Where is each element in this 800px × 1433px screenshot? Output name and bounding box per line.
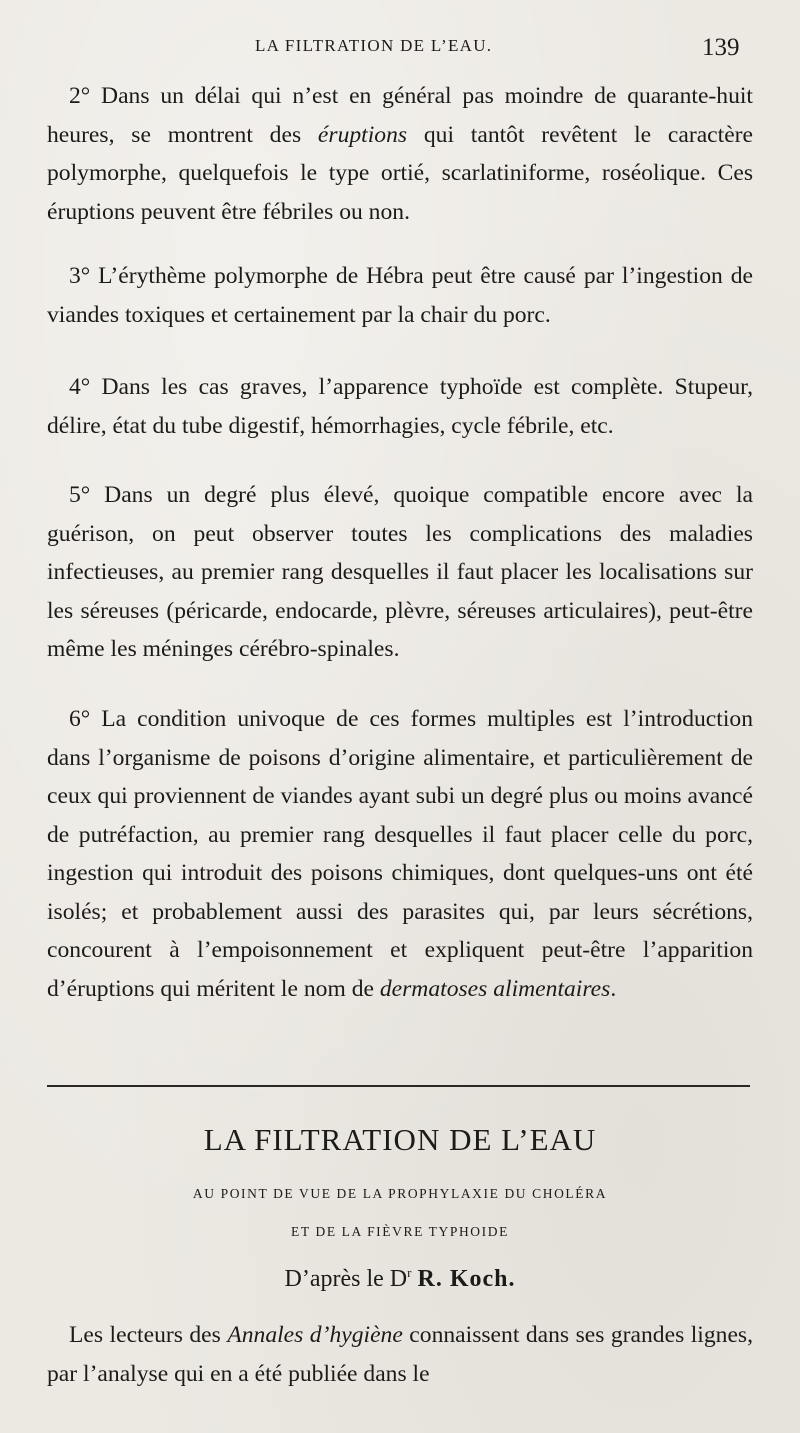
article-intro-paragraph xyxy=(47,1316,753,1393)
emphasis-text: dermatoses alimentaires xyxy=(379,975,611,1002)
paragraph-text: 2° Dans un délai qui n’est en général pas moindre de quarante-huit heures, se montrent des xyxy=(47,83,753,148)
paragraph-text: 3° L’érythème polymorphe de Hébra peut être causé par l’ingestion de viandes toxiques et certainement par la chair du porc. xyxy=(47,263,753,328)
paragraph-text: connaissent dans ses grandes lignes, par l’analyse qui en a été publiée dans le xyxy=(47,1322,753,1387)
paragraph-6-condition xyxy=(47,700,753,1008)
paragraph-3-erytheme xyxy=(47,257,753,334)
page-number: 139 xyxy=(702,34,740,61)
article-subtitle-line-1: AU POINT DE VUE DE LA PROPHYLAXIE DU CHOLÉRA xyxy=(192,1186,608,1201)
paragraph-text: 5° Dans un degré plus élevé, quoique compatible encore avec la guérison, on peut observer toutes les complications des maladies infectieuses, au premier rang desquelles il faut placer les localisations sur les séreuses (péricarde, endocarde, plèvre, séreuses articulaires), peut-être même les méninges cérébro-spinales. xyxy=(47,482,753,662)
section-divider xyxy=(47,1085,750,1087)
running-head xyxy=(0,34,800,64)
paragraph-text: qui tantôt revêtent le caractère polymorphe, quelquefois le type ortié, scarlatiniforme, roséolique. Ces éruptions peuvent être fébriles ou non. xyxy=(47,121,753,225)
article-byline xyxy=(0,1265,800,1293)
paragraph-text: 6° La condition univoque de ces formes multiples est l’introduction dans l’organisme de poisons d’origine alimentaire, et particulièrement de ceux qui proviennent de viandes ayant subi un degré plus ou moins avancé de putréfaction, au premier rang desquelles il faut placer celle du porc, ingestion qui introduit des poisons chimiques, dont quelques-uns ont été isolés; et probablement aussi des parasites qui, par leurs sécrétions, concourent à l’empoisonnement et expliquent peut-être l’apparition d’éruptions qui méritent le nom de xyxy=(47,706,753,1002)
journal-title: Annales d’hygiène xyxy=(227,1322,403,1348)
paragraph-text: Les lecteurs des xyxy=(69,1322,228,1348)
paragraph-text: 4° Dans les cas graves, l’apparence typhoïde est complète. Stupeur, délire, état du tube digestif, hémorrhagies, cycle fébrile, etc. xyxy=(47,374,753,439)
running-title: LA FILTRATION DE L’EAU. xyxy=(255,36,493,55)
paragraph-text: . xyxy=(610,975,617,1002)
article-title: LA FILTRATION DE L’EAU xyxy=(203,1122,597,1157)
byline-author: R. Koch. xyxy=(417,1266,516,1292)
byline-superscript: r xyxy=(407,1265,412,1280)
paragraph-2-eruptions xyxy=(47,77,753,231)
paragraph-5-complications xyxy=(47,476,753,669)
byline-prefix: D’après le D xyxy=(284,1266,408,1292)
article-subtitle-line-2: ET DE LA FIÈVRE TYPHOIDE xyxy=(291,1224,509,1239)
paragraph-4-cas-graves xyxy=(47,368,753,445)
emphasis-text: éruptions xyxy=(317,121,408,148)
